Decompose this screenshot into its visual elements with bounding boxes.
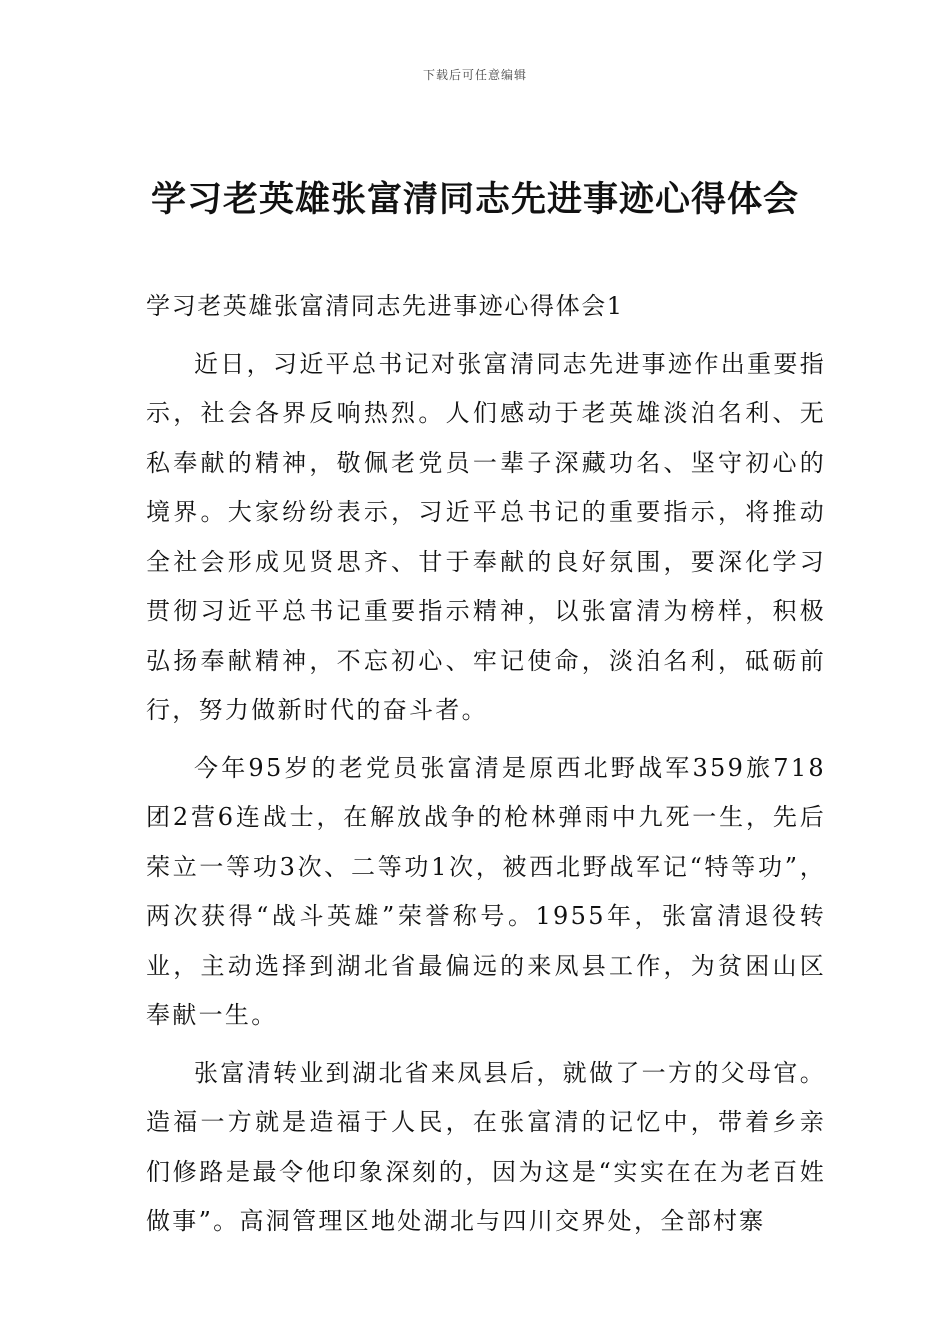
paragraph-1: 近日，习近平总书记对张富清同志先进事迹作出重要指示，社会各界反响热烈。人们感动于老英雄淡泊名利、无私奉献的精神，敬佩老党员一辈子深藏功名、坚守初心的境界。大家纷纷表示，习近平总书记的重要指示，将推动全社会形成见贤思齐、甘于奉献的良好氛围，要深化学习贯彻习近平总书记重要指示精神，以张富清为榜样，积极弘扬奉献精神，不忘初心、牢记使命，淡泊名利，砥砺前行，努力做新时代的奋斗者。 <box>146 349 826 724</box>
header-note: 下载后可任意编辑 <box>422 68 527 82</box>
document-title: 学习老英雄张富清同志先进事迹心得体会 <box>150 180 799 220</box>
document-subtitle: 学习老英雄张富清同志先进事迹心得体会1 <box>146 292 624 320</box>
paragraph-3: 张富清转业到湖北省来凤县后，就做了一方的父母官。造福一方就是造福于人民，在张富清的记忆中，带着乡亲们修路是最令他印象深刻的，因为这是“实实在在为老百姓做事”。高洞管理区地处湖北与四川交界处，全部村寨 <box>146 1058 826 1235</box>
paragraph-2: 今年95岁的老党员张富清是原西北野战军359旅718团2营6连战士，在解放战争的枪林弹雨中九死一生，先后荣立一等功3次、二等功1次，被西北野战军记“特等功”，两次获得“战斗英雄”荣誉称号。1955年，张富清退役转业，主动选择到湖北省最偏远的来凤县工作，为贫困山区奉献一生。 <box>146 753 826 1029</box>
document-body <box>146 282 826 1255</box>
